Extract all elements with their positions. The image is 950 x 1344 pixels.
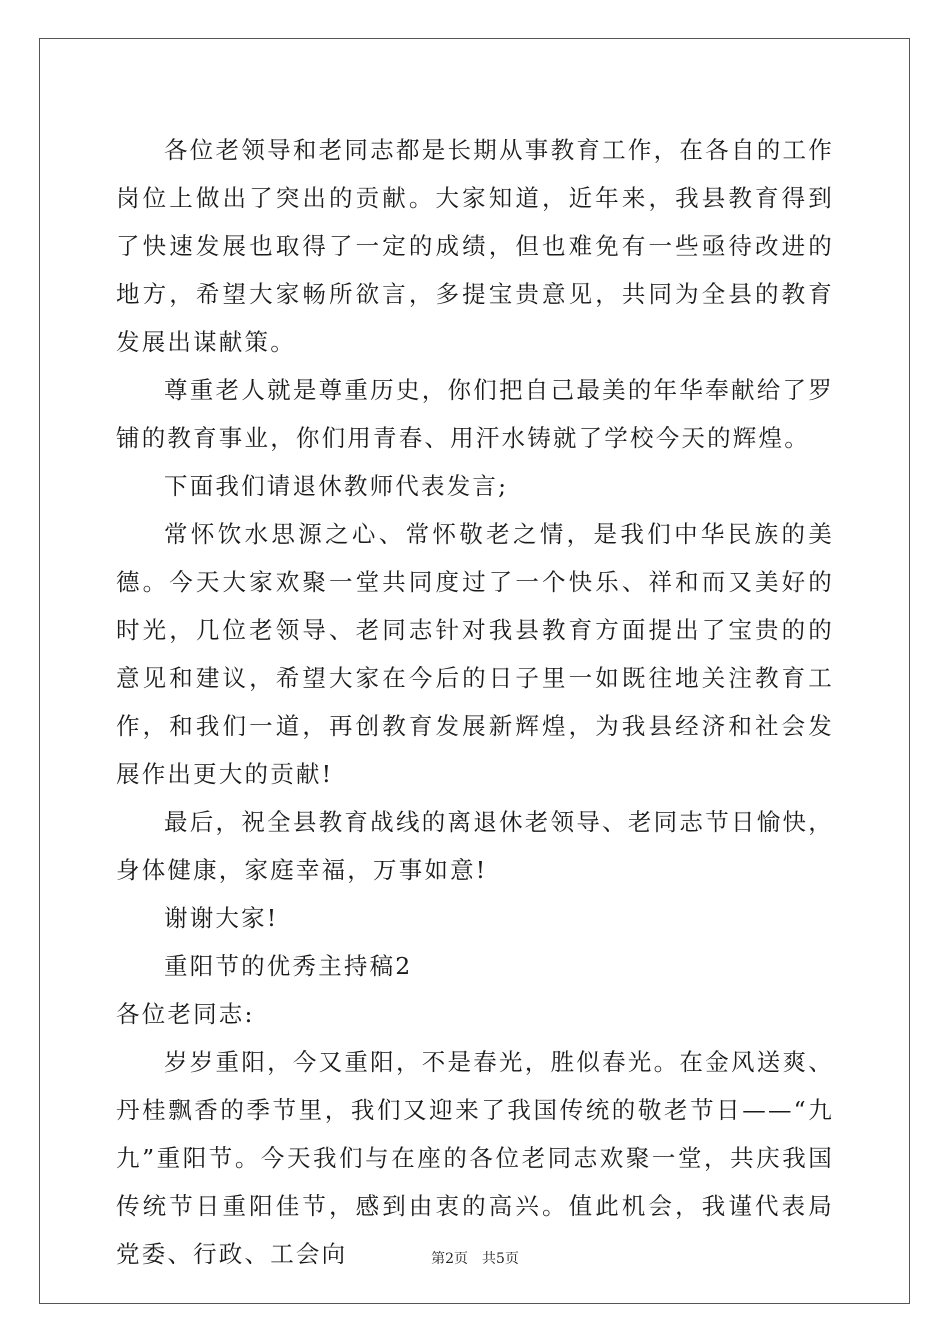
paragraph-6: 谢谢大家! — [164, 904, 279, 932]
document-body — [116, 126, 834, 1278]
page-number: 第2页 — [431, 1251, 468, 1267]
page-total: 共5页 — [482, 1251, 519, 1267]
section-heading: 重阳节的优秀主持稿2 — [164, 952, 413, 980]
paragraph-1: 各位老领导和老同志都是长期从事教育工作，在各自的工作岗位上做出了突出的贡献。大家知道，近年来，我县教育得到了快速发展也取得了一定的成绩，但也难免有一些亟待改进的地方，希望大家畅所欲言，多提宝贵意见，共同为全县的教育发展出谋献策。 — [116, 136, 834, 356]
paragraph-4: 常怀饮水思源之心、常怀敬老之情，是我们中华民族的美德。今天大家欢聚一堂共同度过了一个快乐、祥和而又美好的时光，几位老领导、老同志针对我县教育方面提出了宝贵的的意见和建议，希望大家在今后的日子里一如既往地关注教育工作，和我们一道，再创教育发展新辉煌，为我县经济和社会发展作出更大的贡献! — [116, 520, 834, 788]
paragraph-5: 最后，祝全县教育战线的离退休老领导、老同志节日愉快，身体健康，家庭幸福，万事如意! — [116, 808, 834, 884]
salutation: 各位老同志: — [116, 1000, 255, 1028]
paragraph-7: 岁岁重阳，今又重阳，不是春光，胜似春光。在金风送爽、丹桂飘香的季节里，我们又迎来了我国传统的敬老节日——“九九”重阳节。今天我们与在座的各位老同志欢聚一堂，共庆我国传统节日重阳佳节，感到由衷的高兴。值此机会，我谨代表局党委、行政、工会向 — [116, 1048, 834, 1268]
paragraph-3: 下面我们请退休教师代表发言; — [164, 472, 509, 500]
paragraph-2: 尊重老人就是尊重历史，你们把自己最美的年华奉献给了罗铺的教育事业，你们用青春、用汗水铸就了学校今天的辉煌。 — [116, 376, 834, 452]
page-footer — [0, 1248, 950, 1268]
